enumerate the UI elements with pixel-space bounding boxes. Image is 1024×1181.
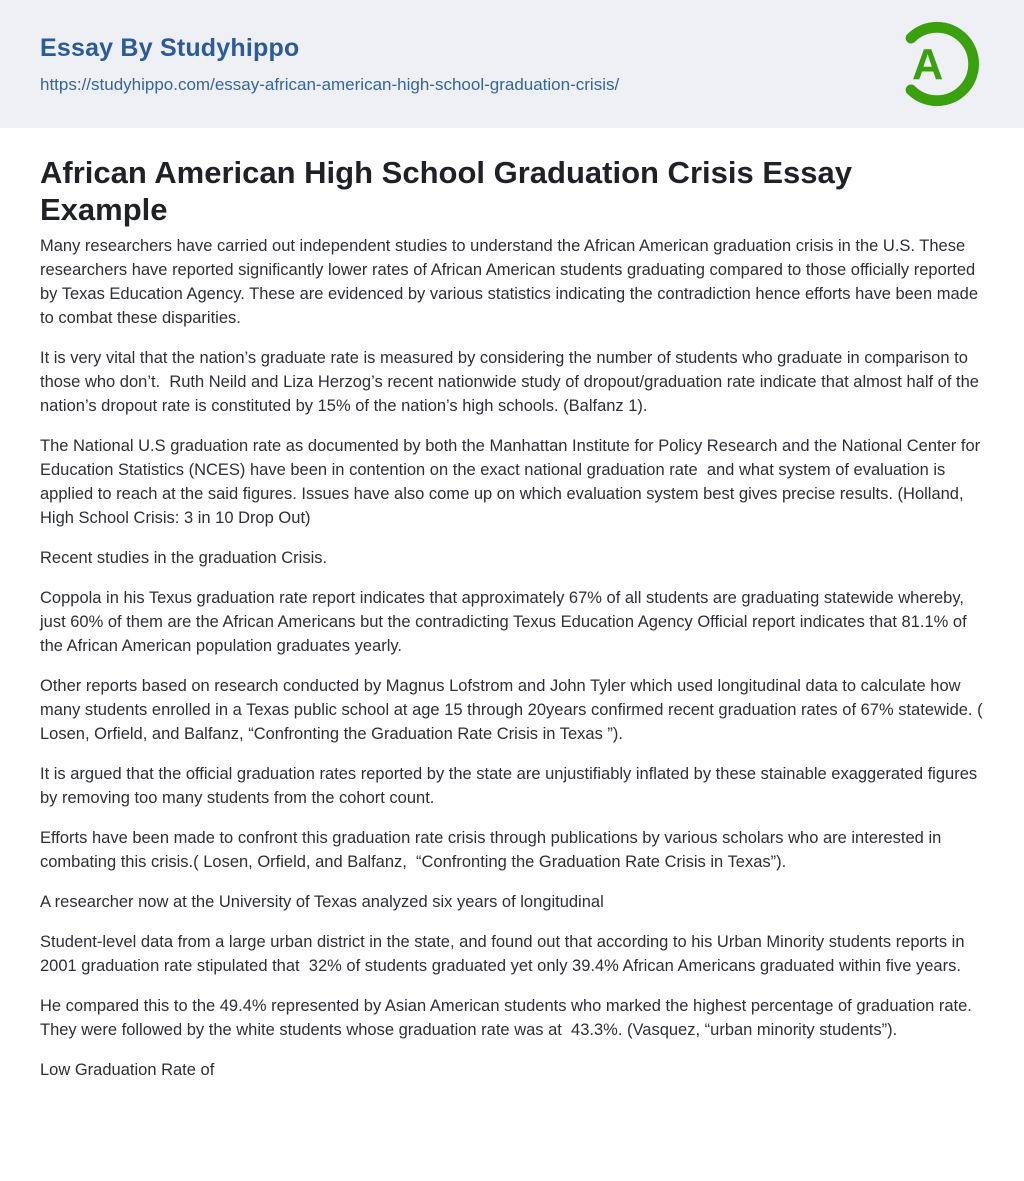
header-text-block [40,34,619,95]
essay-content [0,128,1024,1082]
paragraph: Low Graduation Rate of [40,1061,215,1080]
studyhippo-logo-icon [890,17,984,111]
paragraph: Efforts have been made to confront this graduation rate crisis through publications by various scholars who are interested in combating this crisis.( Losen, Orfield, and Balfanz, “Confronting the Graduation Rate Crisis in Texas”). [40,829,946,872]
paragraph: Other reports based on research conducted by Magnus Lofstrom and John Tyler which used longitudinal data to calculate how many students enrolled in a Texas public school at age 15 through 20years confirmed recent graduation rates of 67% statewide. ( Losen, Orfield, and Balfanz, “Confronting the Graduation Rate Crisis in Texas ”). [40,677,988,744]
article-title: African American High School Graduation Crisis Essay Example [40,155,852,228]
page-url-link[interactable]: https://studyhippo.com/essay-african-american-high-school-graduation-crisis/ [40,74,620,94]
article-body [40,234,988,1082]
paragraph: Many researchers have carried out independent studies to understand the African American graduation crisis in the U.S. These researchers have reported significantly lower rates of African American students graduating compared to those officially reported by Texas Education Agency. These are evidenced by various statistics indicating the contradiction hence efforts have been made to combat these disparities. [40,237,983,328]
paragraph: The National U.S graduation rate as documented by both the Manhattan Institute for Policy Research and the National Center for Education Statistics (NCES) have been in contention on the exact national graduation rate and what system of evaluation is applied to reach at the said figures. Issues have also come up on which evaluation system best gives precise results. (Holland, High School Crisis: 3 in 10 Drop Out) [40,437,985,528]
paragraph: Coppola in his Texus graduation rate report indicates that approximately 67% of all students are graduating statewide whereby, just 60% of them are the African Americans but the contradicting Texus Education Agency Official report indicates that 81.1% of the African American population graduates yearly. [40,589,972,656]
page-header [0,0,1024,128]
logo-letter: A [911,41,944,90]
paragraph: It is very vital that the nation’s graduate rate is measured by considering the number of students who graduate in comparison to those who don’t. Ruth Neild and Liza Herzog’s recent nationwide study of dropout/graduation rate indicate that almost half of the nation’s dropout rate is constituted by 15% of the nation’s high schools. (Balfanz 1). [40,349,984,416]
paragraph: Student-level data from a large urban district in the state, and found out that according to his Urban Minority students reports in 2001 graduation rate stipulated that 32% of students graduated yet only 39.4% African Americans graduated within five years. [40,933,974,976]
paragraph: He compared this to the 49.4% represented by Asian American students who marked the highest percentage of graduation rate. They were followed by the white students whose graduation rate was at 43.3%. (Vasquez, “urban minority students”). [40,997,977,1040]
paragraph: A researcher now at the University of Texas analyzed six years of longitudinal [40,893,604,912]
paragraph: It is argued that the official graduation rates reported by the state are unjustifiably inflated by these stainable exaggerated figures by removing too many students from the cohort count. [40,765,982,808]
paragraph: Recent studies in the graduation Crisis. [40,549,328,568]
site-title: Essay By Studyhippo [40,33,300,62]
